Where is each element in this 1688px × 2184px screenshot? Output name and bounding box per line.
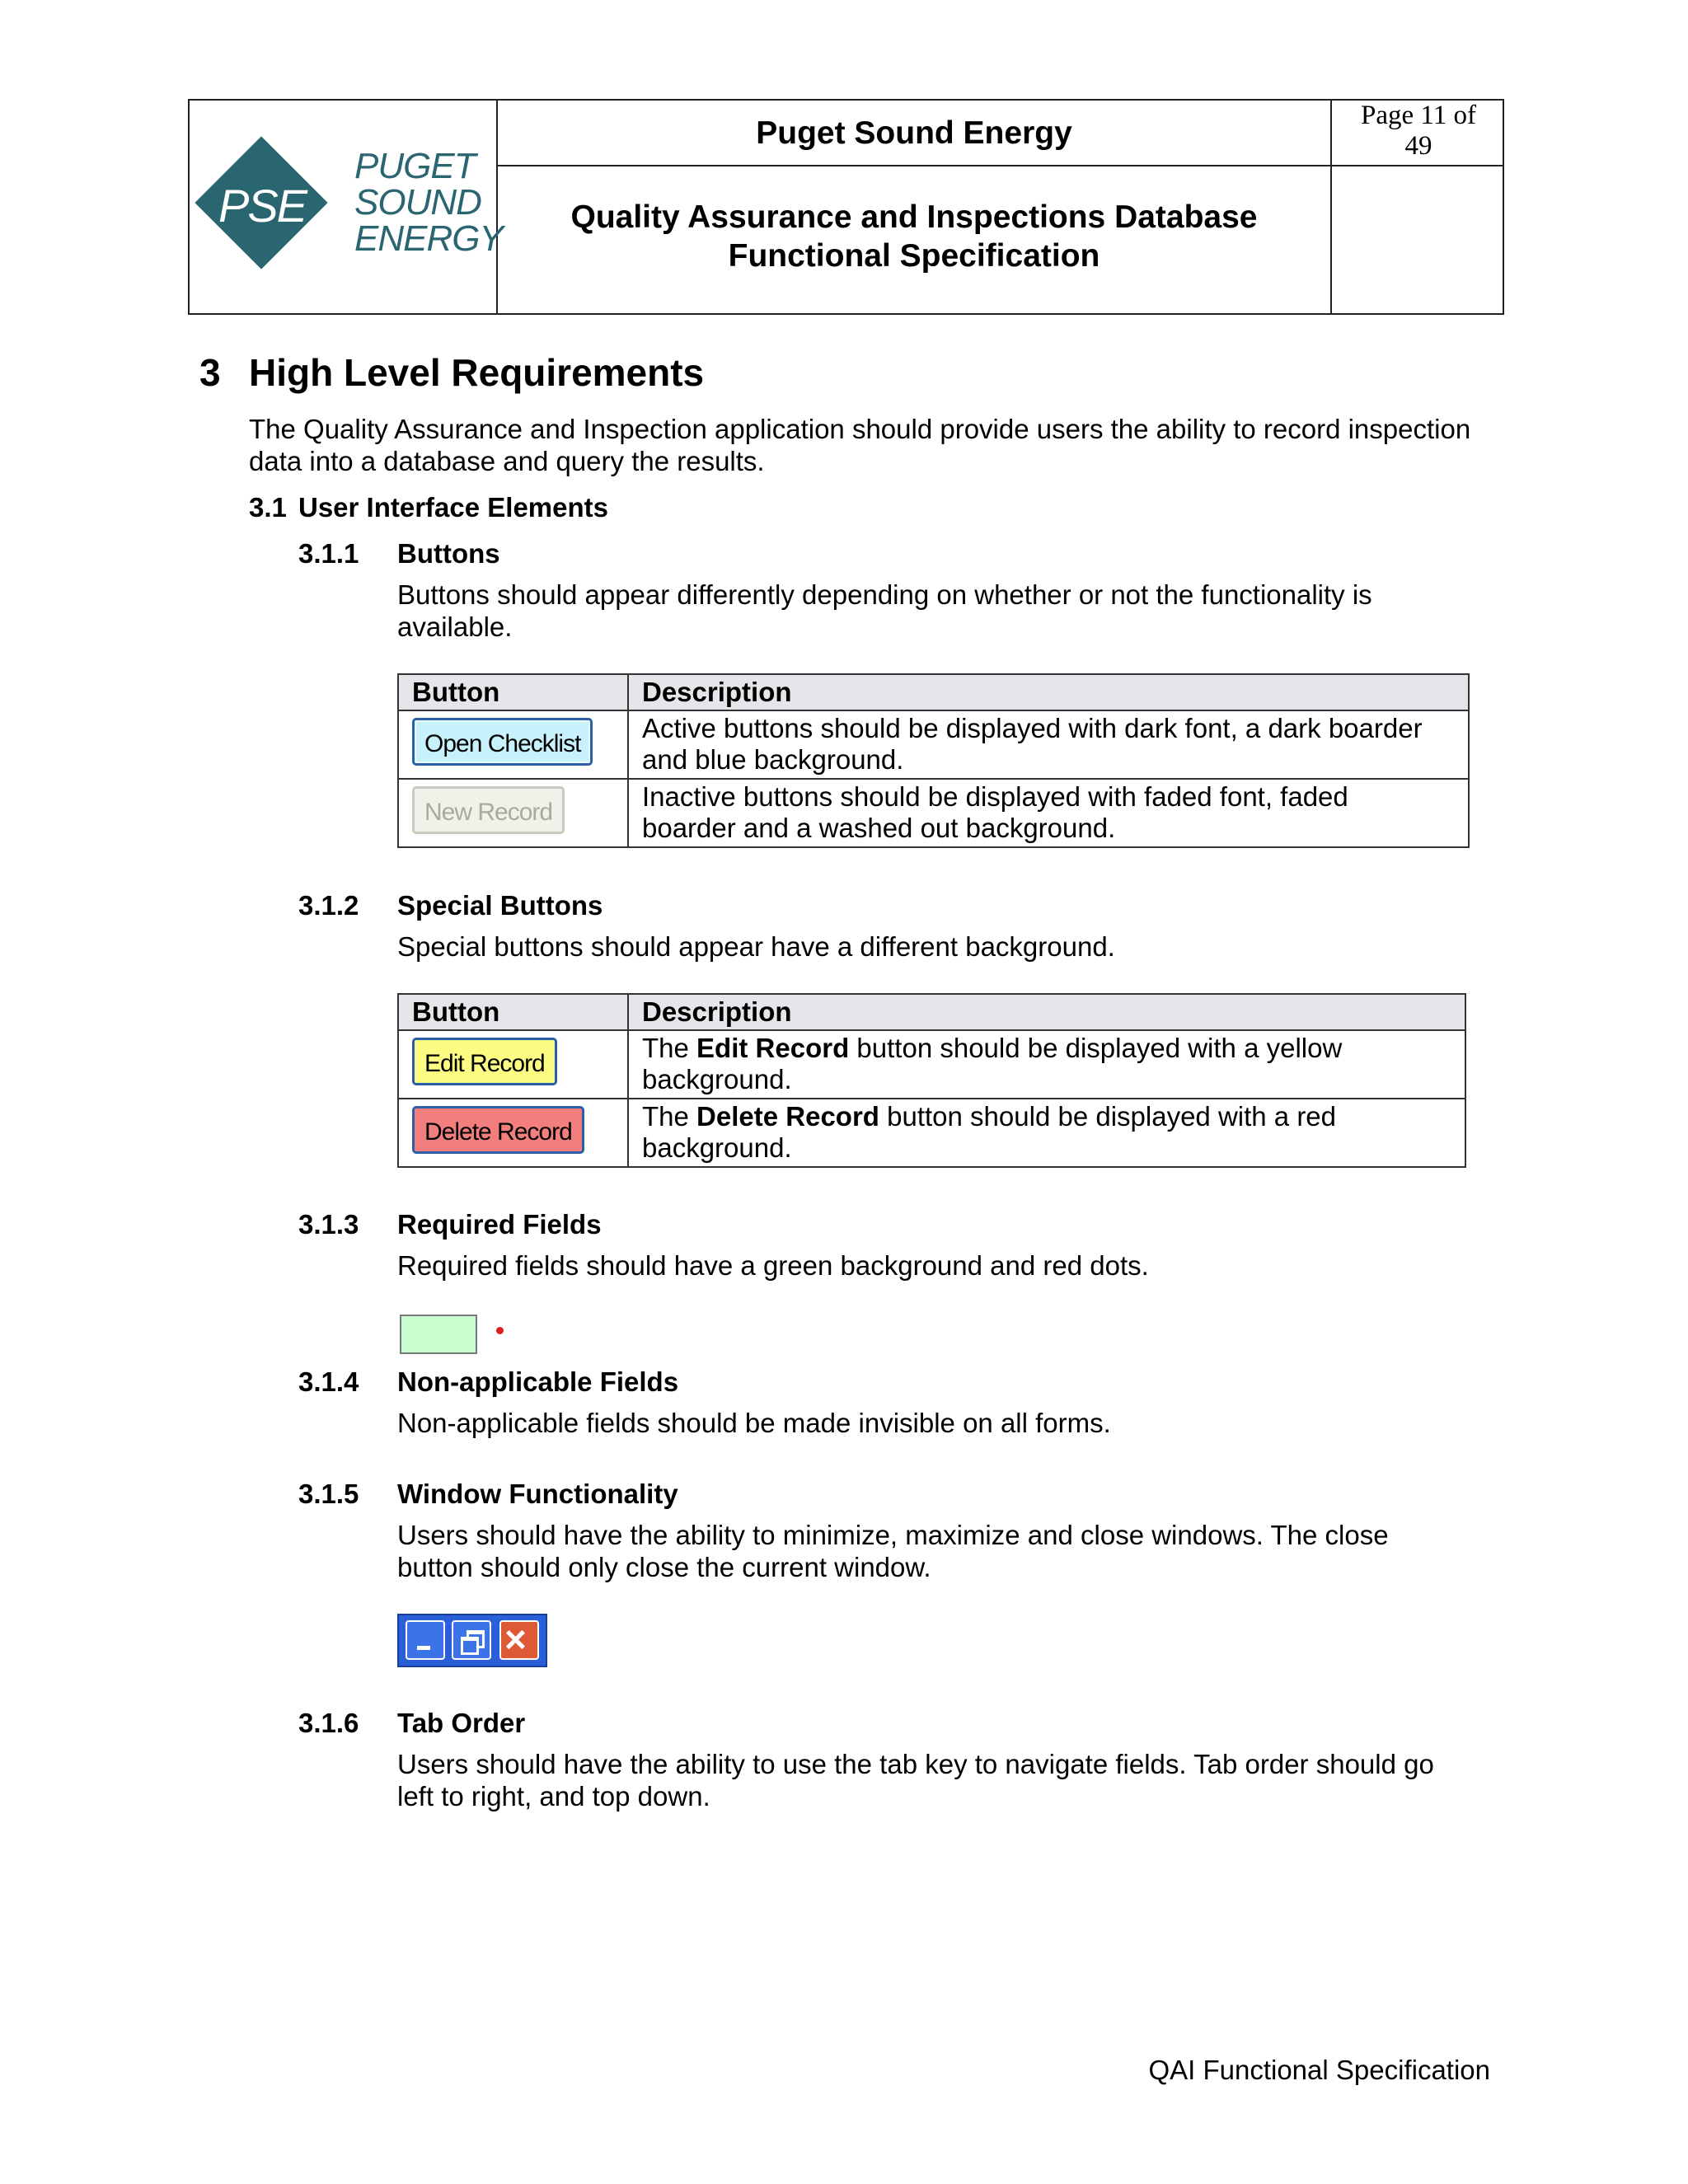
section-number: 3: [199, 351, 221, 394]
logo-line: PUGET: [354, 146, 476, 186]
tab-order-text: [397, 1748, 1434, 1812]
heading-number: 3.1.6: [298, 1708, 359, 1738]
buttons-table: [397, 673, 1470, 848]
required-field-sample[interactable]: [400, 1315, 477, 1354]
special-buttons-table: [397, 993, 1466, 1168]
table-row: [398, 710, 1469, 779]
paragraph-line: available.: [397, 612, 513, 642]
close-icon[interactable]: ×: [499, 1620, 539, 1660]
logo-wordmark: [354, 148, 503, 257]
description-line: background.: [642, 1064, 792, 1094]
heading-tab-order: Tab Order: [397, 1708, 526, 1738]
edit-record-button[interactable]: Edit Record: [412, 1038, 557, 1085]
paragraph-line: Users should have the ability to minimize, maximize and close windows. The close: [397, 1520, 1389, 1550]
description-text: button should be displayed with a yellow: [849, 1033, 1343, 1063]
heading-number: 3.1.5: [298, 1479, 359, 1509]
paragraph-line: button should only close the current window.: [397, 1552, 931, 1582]
section-title: High Level Requirements: [249, 351, 705, 394]
restore-icon[interactable]: [452, 1620, 491, 1660]
description-line: background.: [642, 1132, 792, 1163]
description-line: and blue background.: [642, 744, 904, 775]
description-cell: [628, 710, 1469, 779]
paragraph-line: Buttons should appear differently depending on whether or not the functionality is: [397, 579, 1372, 610]
logo-mark: PSE: [218, 180, 307, 232]
description-text: The: [642, 1033, 697, 1063]
table-header-row: [398, 674, 1469, 710]
company-name: Puget Sound Energy: [756, 115, 1072, 151]
heading-buttons: Buttons: [397, 538, 500, 569]
column-header: Description: [628, 674, 1469, 710]
button-cell: [398, 1099, 628, 1167]
button-cell: [398, 1030, 628, 1099]
table-header-row: [398, 994, 1465, 1030]
page-number-line: Page 11 of: [1361, 101, 1476, 130]
column-header: Description: [628, 994, 1465, 1030]
description-bold: Edit Record: [696, 1033, 850, 1063]
table-row: [398, 779, 1469, 847]
heading-special-buttons: Special Buttons: [397, 890, 603, 921]
heading-window-functionality: Window Functionality: [397, 1479, 678, 1509]
open-checklist-button[interactable]: Open Checklist: [412, 718, 593, 766]
description-cell: [628, 1099, 1465, 1167]
description-line: [642, 1101, 1451, 1132]
section-intro: [249, 413, 1470, 477]
heading-number: 3.1.2: [298, 890, 359, 921]
paragraph-line: Users should have the ability to use the tab key to navigate fields. Tab order should go: [397, 1749, 1434, 1779]
heading-nonapplicable-fields: Non-applicable Fields: [397, 1366, 679, 1397]
description-bold: Delete Record: [696, 1101, 879, 1132]
heading-number: 3.1.1: [298, 538, 359, 569]
table-row: [398, 1030, 1465, 1099]
logo-line: SOUND: [354, 182, 481, 223]
page-number-line: 49: [1404, 131, 1432, 161]
subsection-title: User Interface Elements: [298, 492, 609, 523]
paragraph-line: left to right, and top down.: [397, 1781, 710, 1811]
document-title: [498, 198, 1330, 275]
column-header: Button: [398, 994, 628, 1030]
logo-line: ENERGY: [354, 218, 503, 259]
paragraph-line: The Quality Assurance and Inspection application should provide users the ability to record inspection: [249, 414, 1471, 444]
button-cell: [398, 779, 628, 847]
page-number: [1332, 101, 1505, 162]
document-title-line: Quality Assurance and Inspections Database: [570, 199, 1258, 235]
required-dot-icon: [496, 1327, 504, 1334]
button-cell: [398, 710, 628, 779]
header-divider: [496, 165, 1503, 166]
delete-record-button[interactable]: Delete Record: [412, 1106, 584, 1154]
buttons-text: [397, 579, 1372, 643]
description-text: The: [642, 1101, 697, 1132]
subsection-number: 3.1: [249, 492, 287, 523]
description-line: boarder and a washed out background.: [642, 813, 1116, 843]
nonapplicable-fields-text: Non-applicable fields should be made invisible on all forms.: [397, 1408, 1111, 1438]
page-footer: QAI Functional Specification: [1148, 2055, 1490, 2085]
document-header: [188, 99, 1504, 315]
table-row: [398, 1099, 1465, 1167]
special-buttons-text: Special buttons should appear have a different background.: [397, 931, 1115, 962]
heading-number: 3.1.4: [298, 1366, 359, 1397]
description-line: Inactive buttons should be displayed with faded font, faded: [642, 781, 1348, 812]
description-cell: [628, 779, 1469, 847]
required-fields-text: Required fields should have a green background and red dots.: [397, 1250, 1149, 1281]
heading-required-fields: Required Fields: [397, 1209, 602, 1240]
column-header: Button: [398, 674, 628, 710]
description-line: [642, 1033, 1451, 1064]
window-functionality-text: [397, 1519, 1389, 1583]
description-text: button should be displayed with a red: [879, 1101, 1337, 1132]
description-cell: [628, 1030, 1465, 1099]
window-controls: [397, 1614, 547, 1667]
heading-number: 3.1.3: [298, 1209, 359, 1240]
document-title-line: Functional Specification: [728, 238, 1100, 274]
paragraph-line: data into a database and query the results.: [249, 446, 765, 476]
new-record-button: New Record: [412, 786, 565, 834]
description-line: Active buttons should be displayed with dark font, a dark boarder: [642, 713, 1423, 743]
minimize-icon[interactable]: [406, 1620, 445, 1660]
